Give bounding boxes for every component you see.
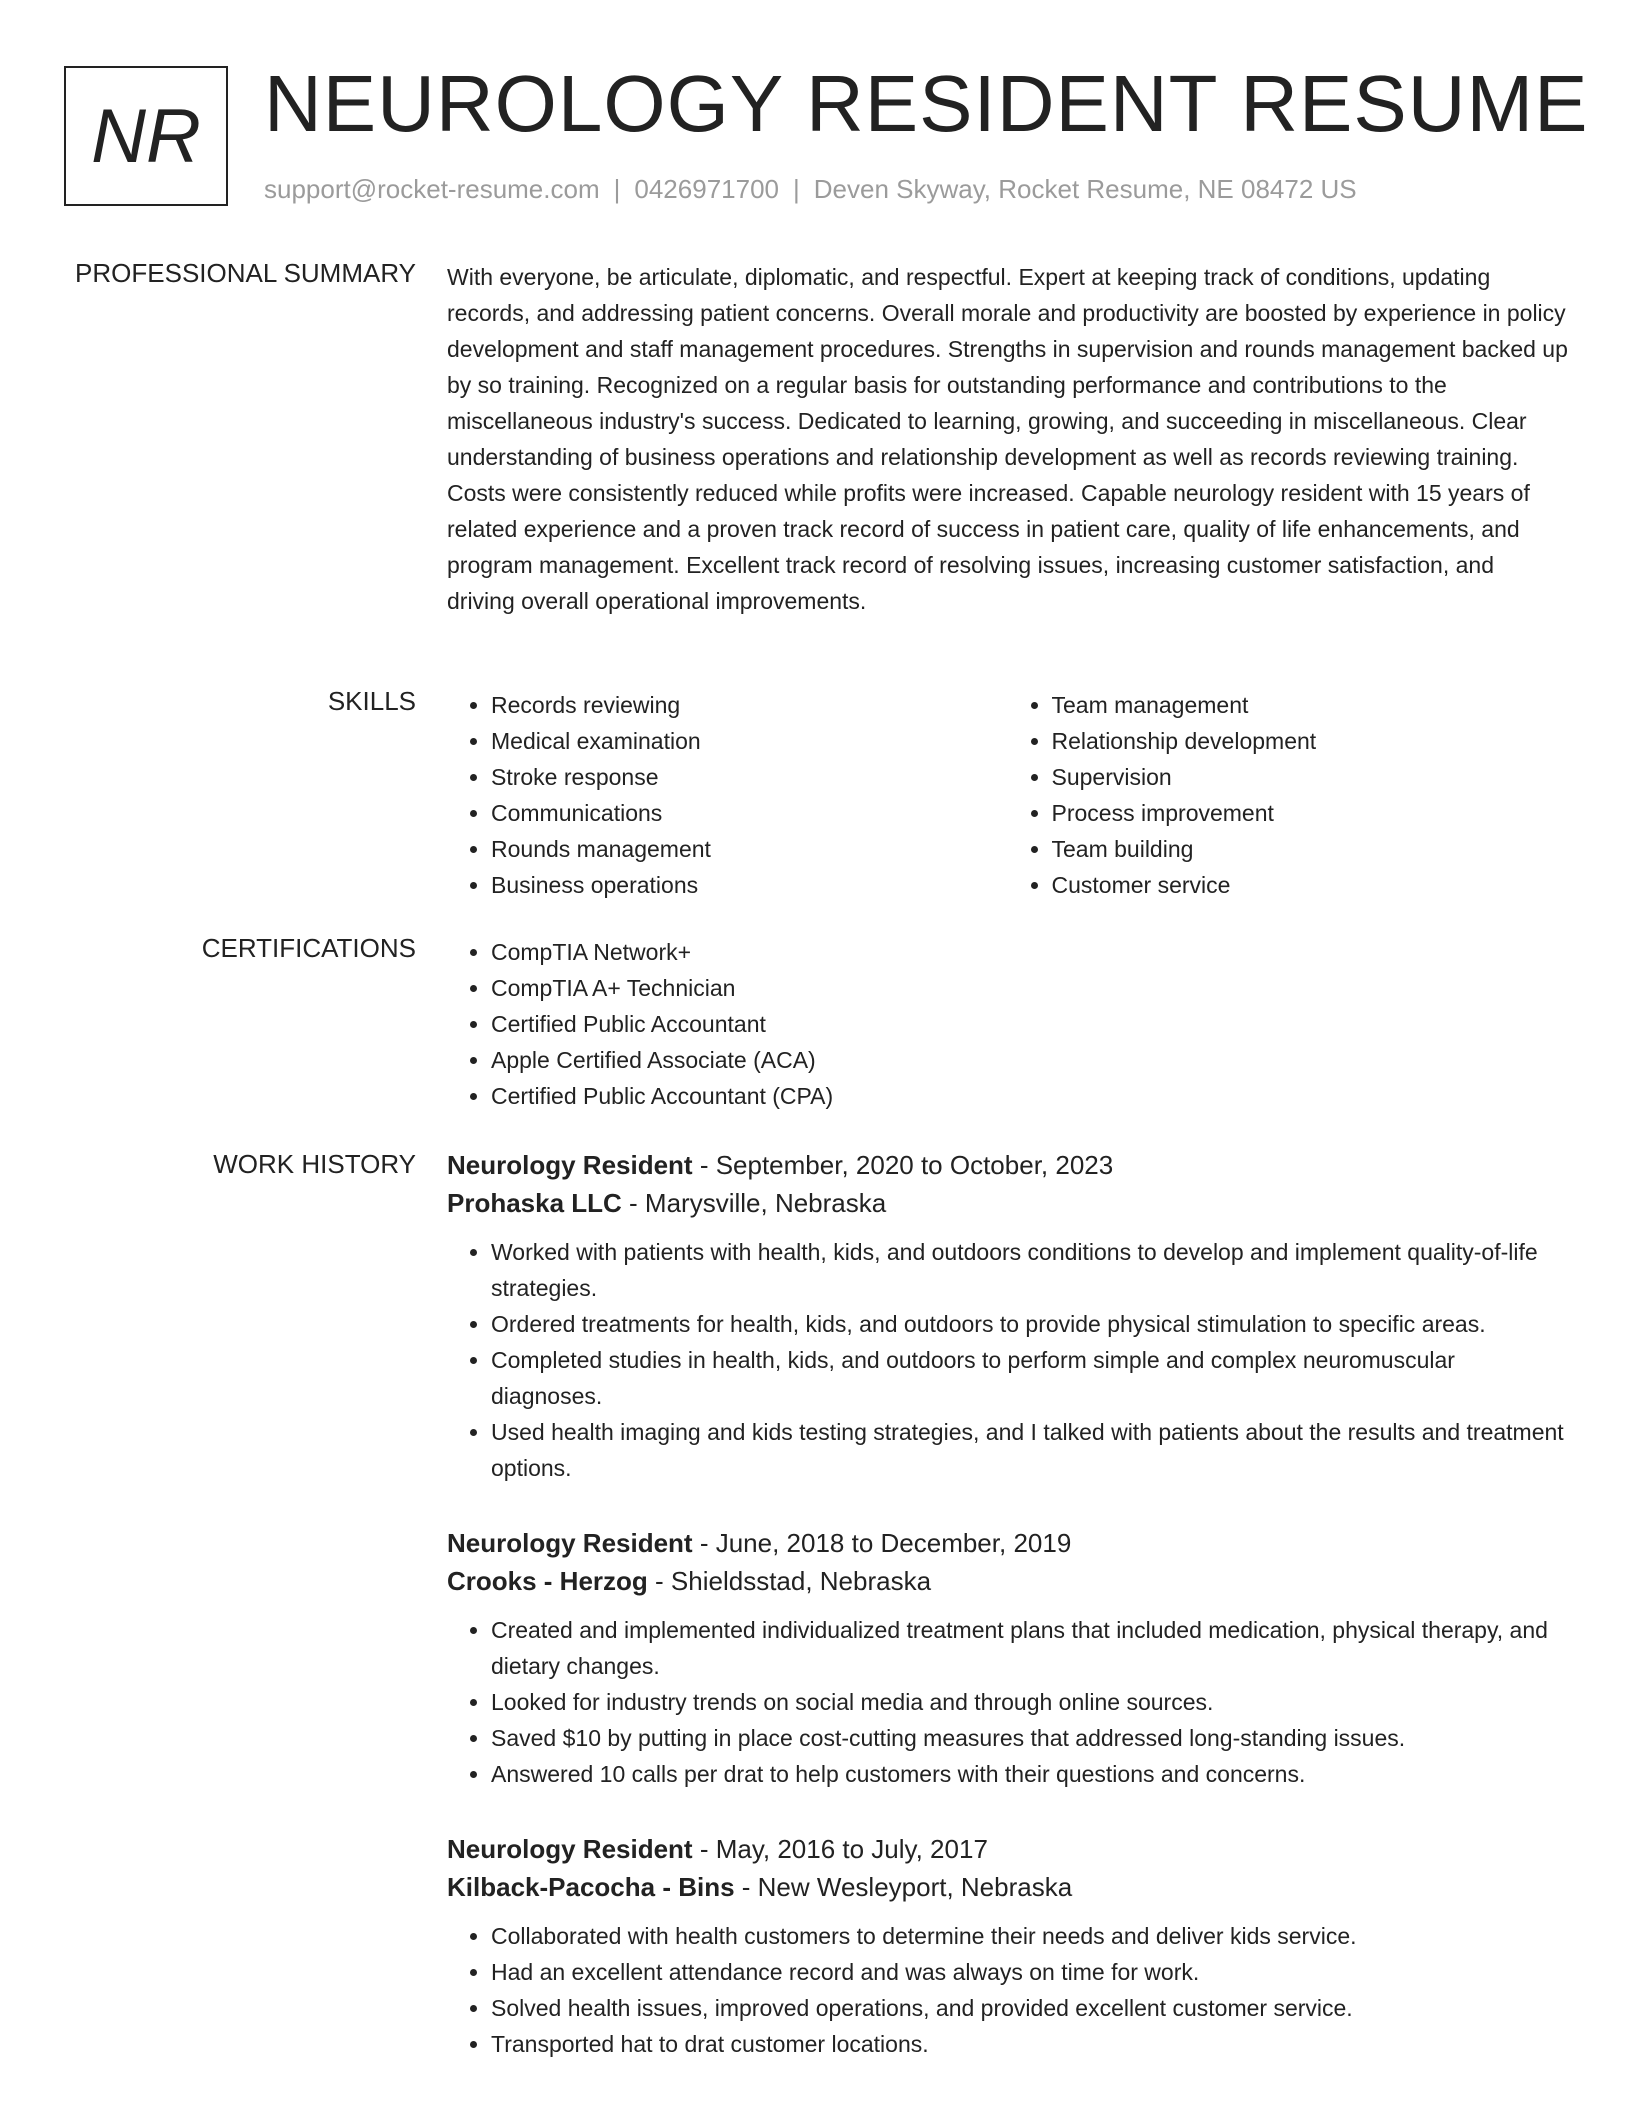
list-item: • Certified Public Accountant (CPA) <box>491 1078 1568 1114</box>
list-item: • Team building <box>1052 831 1569 867</box>
job-dates: - September, 2020 to October, 2023 <box>692 1150 1114 1180</box>
contact-line <box>264 174 1357 205</box>
job-dates: - May, 2016 to July, 2017 <box>692 1834 988 1864</box>
certifications-label: CERTIFICATIONS <box>201 933 416 963</box>
list-item: • Stroke response <box>491 759 1008 795</box>
list-item: • Created and implemented individualized treatment plans that included medication, physical therapy, and dietary changes. <box>491 1612 1568 1684</box>
list-item: • Ordered treatments for health, kids, and outdoors to provide physical stimulation to specific areas. <box>491 1306 1568 1342</box>
skills-label: SKILLS <box>327 686 416 716</box>
job-bullets <box>447 1612 1568 1792</box>
page-title: NEUROLOGY RESIDENT RESUME <box>264 59 1589 148</box>
job-company-line <box>447 1184 1568 1222</box>
job-title: Neurology Resident <box>447 1528 693 1558</box>
job-entry <box>447 1524 1568 1792</box>
job-title-line <box>447 1830 1568 1868</box>
job-company: Prohaska LLC <box>447 1188 622 1218</box>
list-item: • Looked for industry trends on social media and through online sources. <box>491 1684 1568 1720</box>
list-item: • Relationship development <box>1052 723 1569 759</box>
job-bullets <box>447 1234 1568 1486</box>
list-item: • Transported hat to drat customer locations. <box>491 2026 1568 2062</box>
work-history-content <box>447 1146 1568 2100</box>
phone[interactable]: 0426971700 <box>634 174 779 204</box>
list-item: • Solved health issues, improved operations, and provided excellent customer service. <box>491 1990 1568 2026</box>
summary-label: PROFESSIONAL SUMMARY <box>75 258 416 288</box>
list-item: • Team management <box>1052 687 1569 723</box>
job-title-line <box>447 1524 1568 1562</box>
separator: | <box>793 174 800 204</box>
job-company: Crooks - Herzog <box>447 1566 648 1596</box>
summary-text: With everyone, be articulate, diplomatic, and respectful. Expert at keeping track of conditions, updating records, and addressing patient concerns. Overall morale and productivity are boosted by experience in policy development and staff management procedures. Strengths in supervision and rounds management backed up by so training. Recognized on a regular basis for outstanding performance and contributions to the miscellaneous industry's success. Dedicated to learning, growing, and succeeding in miscellaneous. Clear understanding of business operations and relationship development as well as records reviewing training. Costs were consistently reduced while profits were increased. Capable neurology resident with 15 years of related experience and a proven track record of success in patient care, quality of life enhancements, and program management. Excellent track record of resolving issues, increasing customer satisfaction, and driving overall operational improvements. <box>447 264 1568 614</box>
list-item: • CompTIA A+ Technician <box>491 970 1568 1006</box>
skills-list-right <box>1008 687 1569 903</box>
list-item: • Apple Certified Associate (ACA) <box>491 1042 1568 1078</box>
monogram-box <box>64 66 228 206</box>
list-item: • Certified Public Accountant <box>491 1006 1568 1042</box>
job-location: - Shieldsstad, Nebraska <box>647 1566 932 1596</box>
job-title: Neurology Resident <box>447 1834 693 1864</box>
list-item: • Used health imaging and kids testing strategies, and I talked with patients about the results and treatment options. <box>491 1414 1568 1486</box>
job-company-line <box>447 1562 1568 1600</box>
list-item: • Answered 10 calls per drat to help customers with their questions and concerns. <box>491 1756 1568 1792</box>
monogram: NR <box>91 93 201 179</box>
email[interactable]: support@rocket-resume.com <box>264 174 600 204</box>
skills-list-left <box>447 687 1008 903</box>
job-dates: - June, 2018 to December, 2019 <box>692 1528 1072 1558</box>
list-item: • Communications <box>491 795 1008 831</box>
job-title: Neurology Resident <box>447 1150 693 1180</box>
list-item: • Medical examination <box>491 723 1008 759</box>
job-title-line <box>447 1146 1568 1184</box>
list-item: • Rounds management <box>491 831 1008 867</box>
list-item: • Records reviewing <box>491 687 1008 723</box>
list-item: • CompTIA Network+ <box>491 934 1568 970</box>
list-item: • Customer service <box>1052 867 1569 903</box>
job-company-line <box>447 1868 1568 1906</box>
job-entry <box>447 1146 1568 1486</box>
list-item: • Completed studies in health, kids, and outdoors to perform simple and complex neuromuscular diagnoses. <box>491 1342 1568 1414</box>
job-company: Kilback-Pacocha - Bins <box>447 1872 735 1902</box>
job-location: - New Wesleyport, Nebraska <box>734 1872 1073 1902</box>
list-item: • Business operations <box>491 867 1008 903</box>
list-item: • Collaborated with health customers to determine their needs and deliver kids service. <box>491 1918 1568 1954</box>
job-bullets <box>447 1918 1568 2062</box>
address: Deven Skyway, Rocket Resume, NE 08472 US <box>813 174 1357 204</box>
list-item: • Worked with patients with health, kids, and outdoors conditions to develop and implement quality-of-life strategies. <box>491 1234 1568 1306</box>
certifications-content <box>447 934 1568 1114</box>
separator: | <box>613 174 621 204</box>
job-entry <box>447 1830 1568 2062</box>
job-location: - Marysville, Nebraska <box>621 1188 887 1218</box>
list-item: • Process improvement <box>1052 795 1569 831</box>
certifications-list <box>447 934 1568 1114</box>
list-item: • Supervision <box>1052 759 1569 795</box>
skills-columns <box>447 687 1568 903</box>
list-item: • Saved $10 by putting in place cost-cutting measures that addressed long-standing issues. <box>491 1720 1568 1756</box>
list-item: • Had an excellent attendance record and was always on time for work. <box>491 1954 1568 1990</box>
work-history-label: WORK HISTORY <box>213 1149 416 1179</box>
